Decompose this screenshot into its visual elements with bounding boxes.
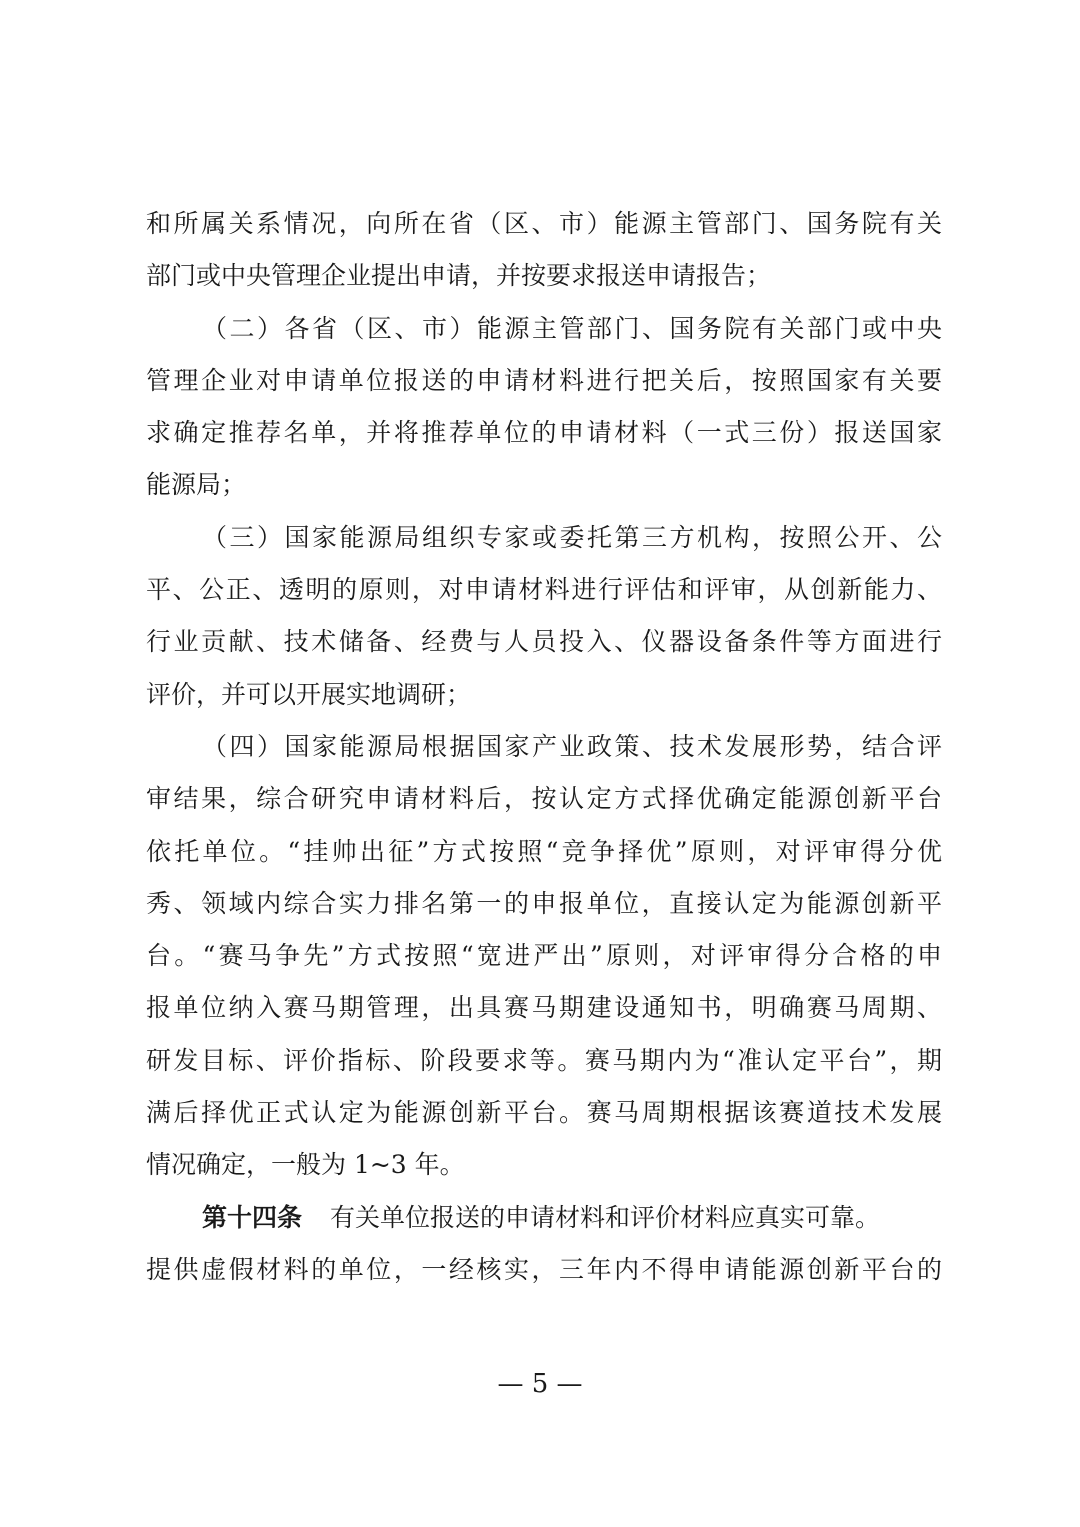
text-line: 评价，并可以开展实地调研； [146, 679, 472, 709]
paragraph-item-3: （三）国家能源局组织专家或委托第三方机构，按照公开、公 [202, 522, 942, 552]
text-line: 情况确定，一般为 1~3 年。 [146, 1150, 465, 1180]
text-line: 审结果，综合研究申请材料后，按认定方式择优确定能源创新平台 [146, 784, 942, 814]
text-line: 能源局； [146, 470, 247, 500]
paragraph-item-2: （二）各省（区、市）能源主管部门、国务院有关部门或中央 [202, 313, 942, 343]
paragraph-item-4: （四）国家能源局根据国家产业政策、技术发展形势，结合评 [202, 731, 942, 761]
text-line: 求确定推荐名单，并将推荐单位的申请材料（一式三份）报送国家 [146, 418, 942, 448]
text-line: 管理企业对申请单位报送的申请材料进行把关后，按照国家有关要 [146, 365, 942, 395]
page-number: — 5 — [497, 1369, 583, 1399]
text-line: 研发目标、评价指标、阶段要求等。赛马期内为“准认定平台”，期 [146, 1045, 942, 1075]
text-line: 报单位纳入赛马期管理，出具赛马期建设通知书，明确赛马周期、 [146, 993, 942, 1023]
article-14 [146, 1192, 942, 1244]
text-line: 部门或中央管理企业提出申请，并按要求报送申请报告； [146, 261, 772, 291]
article-text: 有关单位报送的申请材料和评价材料应真实可靠。 [330, 1202, 881, 1232]
document-body [146, 198, 942, 1296]
text-line: 行业贡献、技术储备、经费与人员投入、仪器设备条件等方面进行 [146, 627, 942, 657]
text-line: 和所属关系情况，向所在省（区、市）能源主管部门、国务院有关 [146, 209, 942, 238]
text-line: 满后择优正式认定为能源创新平台。赛马周期根据该赛道技术发展 [146, 1098, 942, 1128]
text-line: 提供虚假材料的单位，一经核实，三年内不得申请能源创新平台的 [146, 1254, 942, 1284]
text-line: 秀、领域内综合实力排名第一的申报单位，直接认定为能源创新平 [146, 888, 942, 918]
article-title: 第十四条 [202, 1202, 303, 1232]
text-line: 平、公正、透明的原则，对申请材料进行评估和评审，从创新能力、 [146, 575, 942, 605]
text-line: 依托单位。“挂帅出征”方式按照“竞争择优”原则，对评审得分优 [146, 836, 942, 866]
text-line: 台。“赛马争先”方式按照“宽进严出”原则，对评审得分合格的申 [146, 941, 942, 971]
